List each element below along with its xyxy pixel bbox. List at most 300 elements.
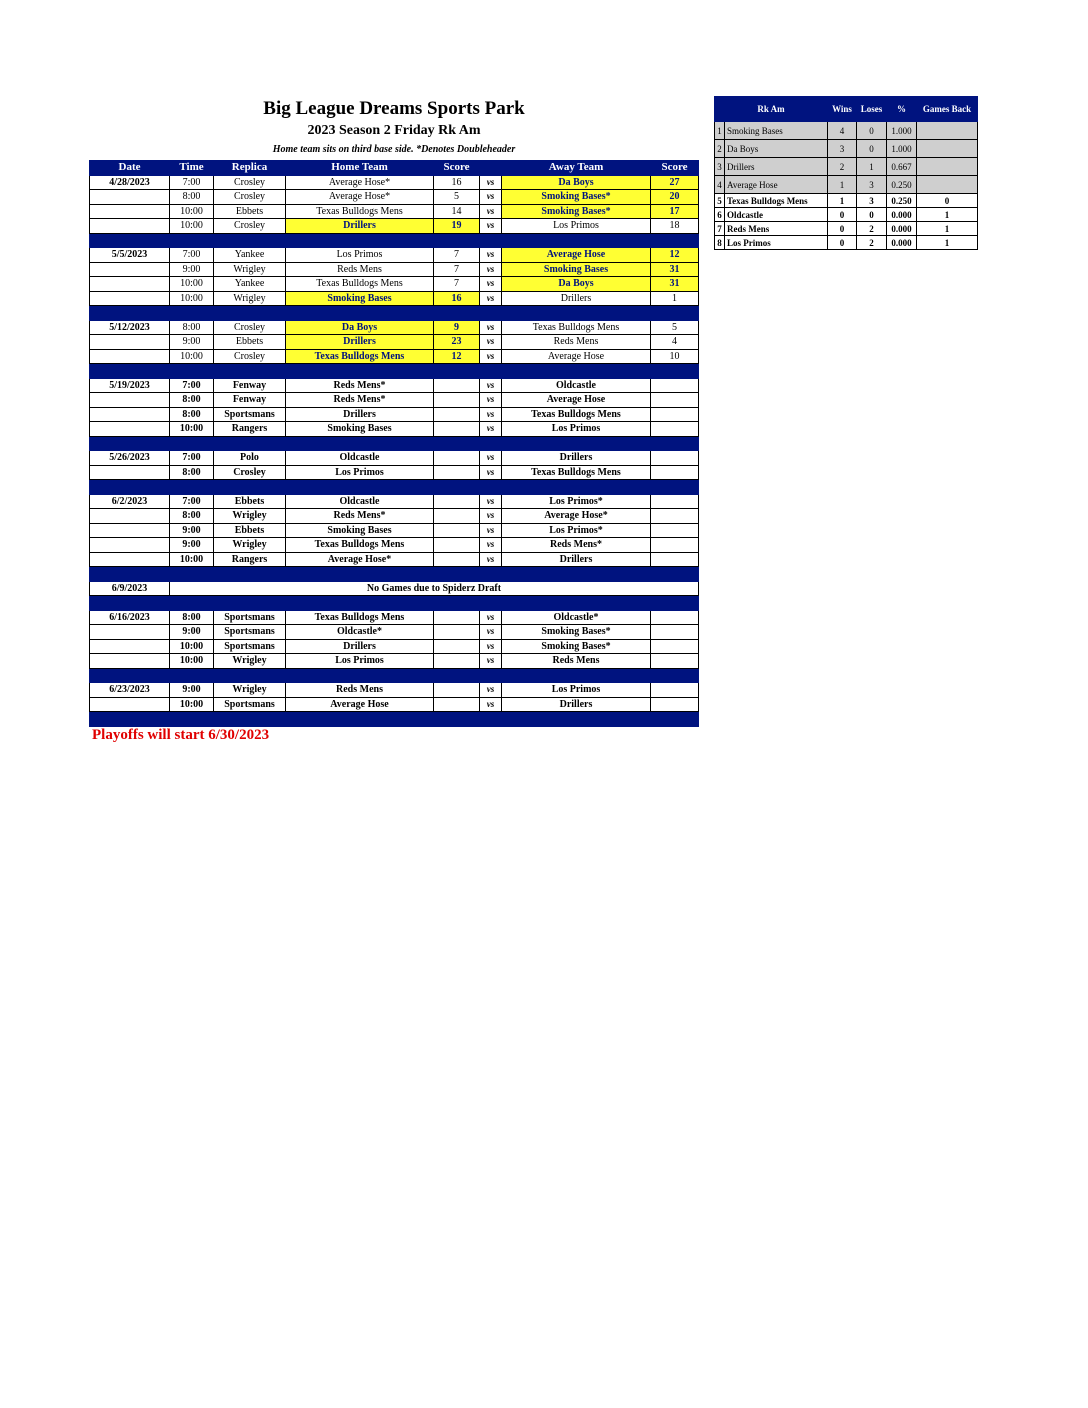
away-team: Smoking Bases* [502, 625, 651, 640]
away-team: Los Primos* [502, 523, 651, 538]
home-score: 7 [434, 248, 480, 263]
home-team: Texas Bulldogs Mens [286, 349, 434, 364]
away-team: Texas Bulldogs Mens [502, 407, 651, 422]
schedule-column-header: Time [170, 161, 214, 176]
separator-cell [651, 436, 699, 451]
standings-row [715, 194, 978, 208]
team-rank: 4 [715, 176, 725, 194]
away-team: Texas Bulldogs Mens [502, 465, 651, 480]
away-team: Los Primos [502, 422, 651, 437]
week-separator [90, 668, 699, 683]
team-pct: 1.000 [887, 140, 917, 158]
game-field: Crosley [214, 349, 286, 364]
games-back: 1 [917, 208, 978, 222]
week-separator [90, 364, 699, 379]
away-team: Smoking Bases* [502, 204, 651, 219]
week-separator [90, 712, 699, 727]
away-score [651, 407, 699, 422]
away-score: 12 [651, 248, 699, 263]
standings-row [715, 158, 978, 176]
vs-label: vs [480, 451, 502, 466]
home-score: 7 [434, 262, 480, 277]
home-team: Smoking Bases [286, 523, 434, 538]
game-field: Ebbets [214, 494, 286, 509]
table-row [90, 393, 699, 408]
game-time: 10:00 [170, 219, 214, 234]
away-score: 1 [651, 291, 699, 306]
separator-cell [214, 436, 286, 451]
separator-cell [434, 364, 480, 379]
home-score [434, 465, 480, 480]
game-time: 10:00 [170, 422, 214, 437]
games-back: 1 [917, 222, 978, 236]
game-time: 10:00 [170, 697, 214, 712]
games-back [917, 176, 978, 194]
home-score: 16 [434, 175, 480, 190]
week-separator [90, 233, 699, 248]
games-back: 1 [917, 236, 978, 250]
separator-cell [651, 306, 699, 321]
away-score [651, 378, 699, 393]
game-field: Fenway [214, 378, 286, 393]
separator-cell [90, 668, 170, 683]
team-pct: 0.000 [887, 222, 917, 236]
home-team: Los Primos [286, 654, 434, 669]
game-date [90, 654, 170, 669]
table-row [90, 451, 699, 466]
team-name: Da Boys [725, 140, 828, 158]
game-time: 9:00 [170, 523, 214, 538]
standings-column-header: Games Back [917, 97, 978, 122]
table-row [90, 335, 699, 350]
separator-cell [434, 306, 480, 321]
away-score [651, 465, 699, 480]
home-score [434, 494, 480, 509]
away-team: Da Boys [502, 277, 651, 292]
game-field: Ebbets [214, 335, 286, 350]
team-losses: 2 [857, 222, 887, 236]
separator-cell [90, 436, 170, 451]
vs-label: vs [480, 219, 502, 234]
separator-cell [286, 712, 434, 727]
separator-cell [286, 596, 434, 611]
game-field: Wrigley [214, 538, 286, 553]
separator-cell [214, 567, 286, 582]
away-team: Drillers [502, 451, 651, 466]
away-score [651, 422, 699, 437]
home-team: Da Boys [286, 320, 434, 335]
table-row [90, 683, 699, 698]
schedule-header-row [90, 161, 699, 176]
away-team: Los Primos [502, 219, 651, 234]
separator-cell [651, 480, 699, 495]
game-date: 4/28/2023 [90, 175, 170, 190]
away-team: Smoking Bases [502, 262, 651, 277]
vs-label: vs [480, 654, 502, 669]
vs-label: vs [480, 538, 502, 553]
schedule-column-header: Away Team [502, 161, 651, 176]
table-row [90, 277, 699, 292]
standings-row [715, 208, 978, 222]
home-score [434, 407, 480, 422]
separator-cell [651, 668, 699, 683]
team-pct: 0.667 [887, 158, 917, 176]
game-field: Rangers [214, 552, 286, 567]
away-score [651, 625, 699, 640]
away-team: Drillers [502, 697, 651, 712]
team-wins: 2 [828, 158, 857, 176]
home-score: 16 [434, 291, 480, 306]
team-pct: 1.000 [887, 122, 917, 140]
no-games-message: No Games due to Spiderz Draft [170, 581, 699, 596]
game-time: 10:00 [170, 654, 214, 669]
game-time: 8:00 [170, 190, 214, 205]
game-date [90, 552, 170, 567]
away-score: 31 [651, 262, 699, 277]
team-wins: 1 [828, 194, 857, 208]
table-row [90, 465, 699, 480]
home-team: Reds Mens* [286, 509, 434, 524]
game-date [90, 277, 170, 292]
standings-table [714, 96, 978, 250]
game-date: 5/19/2023 [90, 378, 170, 393]
home-team: Oldcastle [286, 494, 434, 509]
away-score: 5 [651, 320, 699, 335]
separator-cell [170, 233, 214, 248]
separator-cell [170, 596, 214, 611]
table-row [90, 262, 699, 277]
home-team: Oldcastle* [286, 625, 434, 640]
game-field: Ebbets [214, 523, 286, 538]
game-time: 7:00 [170, 451, 214, 466]
home-team: Los Primos [286, 465, 434, 480]
away-team: Oldcastle* [502, 610, 651, 625]
away-team: Average Hose [502, 393, 651, 408]
game-field: Ebbets [214, 204, 286, 219]
game-field: Wrigley [214, 654, 286, 669]
game-field: Wrigley [214, 291, 286, 306]
game-field: Sportsmans [214, 697, 286, 712]
away-score: 4 [651, 335, 699, 350]
home-team: Smoking Bases [286, 422, 434, 437]
team-pct: 0.000 [887, 236, 917, 250]
home-score: 12 [434, 349, 480, 364]
team-losses: 1 [857, 158, 887, 176]
separator-cell [90, 596, 170, 611]
away-team: Drillers [502, 552, 651, 567]
game-time: 10:00 [170, 204, 214, 219]
vs-label: vs [480, 335, 502, 350]
table-row [90, 407, 699, 422]
away-team: Smoking Bases* [502, 639, 651, 654]
separator-cell [286, 567, 434, 582]
away-score [651, 509, 699, 524]
vs-label: vs [480, 393, 502, 408]
separator-cell [480, 364, 502, 379]
separator-cell [480, 567, 502, 582]
away-team: Reds Mens* [502, 538, 651, 553]
home-team: Reds Mens [286, 683, 434, 698]
home-score [434, 654, 480, 669]
home-score [434, 639, 480, 654]
game-field: Crosley [214, 190, 286, 205]
games-back [917, 140, 978, 158]
vs-label: vs [480, 349, 502, 364]
game-date [90, 639, 170, 654]
team-losses: 0 [857, 208, 887, 222]
separator-cell [651, 233, 699, 248]
separator-cell [170, 712, 214, 727]
away-score [651, 639, 699, 654]
separator-cell [214, 596, 286, 611]
team-wins: 0 [828, 222, 857, 236]
table-row [90, 190, 699, 205]
separator-cell [502, 233, 651, 248]
vs-label: vs [480, 465, 502, 480]
away-score [651, 552, 699, 567]
away-score [651, 683, 699, 698]
separator-cell [170, 436, 214, 451]
team-wins: 0 [828, 236, 857, 250]
home-score [434, 451, 480, 466]
separator-cell [502, 364, 651, 379]
table-row [90, 639, 699, 654]
separator-cell [480, 668, 502, 683]
week-separator [90, 436, 699, 451]
team-name: Smoking Bases [725, 122, 828, 140]
page-subtitle: 2023 Season 2 Friday Rk Am [307, 123, 481, 138]
team-pct: 0.250 [887, 194, 917, 208]
vs-label: vs [480, 204, 502, 219]
table-row [90, 654, 699, 669]
game-date: 6/2/2023 [90, 494, 170, 509]
separator-cell [286, 436, 434, 451]
home-score [434, 523, 480, 538]
game-field: Crosley [214, 175, 286, 190]
team-name: Drillers [725, 158, 828, 176]
game-date [90, 335, 170, 350]
home-team: Texas Bulldogs Mens [286, 538, 434, 553]
separator-cell [480, 596, 502, 611]
separator-cell [286, 668, 434, 683]
vs-label: vs [480, 378, 502, 393]
page-title: Big League Dreams Sports Park [263, 98, 525, 119]
separator-cell [502, 712, 651, 727]
team-name: Average Hose [725, 176, 828, 194]
standings-row [715, 222, 978, 236]
table-row [90, 204, 699, 219]
table-row [90, 494, 699, 509]
away-score [651, 538, 699, 553]
home-score [434, 683, 480, 698]
game-time: 8:00 [170, 610, 214, 625]
away-team: Da Boys [502, 175, 651, 190]
schedule-column-header: Score [651, 161, 699, 176]
separator-cell [502, 567, 651, 582]
vs-label: vs [480, 509, 502, 524]
game-date [90, 219, 170, 234]
game-date [90, 523, 170, 538]
team-wins: 4 [828, 122, 857, 140]
game-date [90, 291, 170, 306]
game-field: Sportsmans [214, 625, 286, 640]
standings-header-row [715, 97, 978, 122]
home-team: Texas Bulldogs Mens [286, 610, 434, 625]
home-score [434, 625, 480, 640]
team-rank: 5 [715, 194, 725, 208]
vs-label: vs [480, 697, 502, 712]
game-date: 6/16/2023 [90, 610, 170, 625]
table-row [90, 552, 699, 567]
home-team: Drillers [286, 407, 434, 422]
home-team: Average Hose [286, 697, 434, 712]
game-time: 10:00 [170, 291, 214, 306]
team-wins: 0 [828, 208, 857, 222]
week-separator [90, 596, 699, 611]
home-team: Los Primos [286, 248, 434, 263]
game-time: 8:00 [170, 393, 214, 408]
game-time: 8:00 [170, 407, 214, 422]
table-row [90, 291, 699, 306]
game-time: 9:00 [170, 335, 214, 350]
week-separator [90, 567, 699, 582]
separator-cell [502, 436, 651, 451]
team-wins: 3 [828, 140, 857, 158]
game-date [90, 190, 170, 205]
table-row [90, 538, 699, 553]
separator-cell [434, 233, 480, 248]
separator-cell [170, 668, 214, 683]
vs-label: vs [480, 552, 502, 567]
game-date: 5/5/2023 [90, 248, 170, 263]
separator-cell [90, 712, 170, 727]
separator-cell [170, 567, 214, 582]
separator-cell [434, 596, 480, 611]
separator-cell [286, 306, 434, 321]
table-row [90, 175, 699, 190]
away-team: Drillers [502, 291, 651, 306]
team-rank: 2 [715, 140, 725, 158]
game-date [90, 538, 170, 553]
table-row [90, 349, 699, 364]
separator-cell [90, 306, 170, 321]
team-losses: 3 [857, 176, 887, 194]
game-field: Sportsmans [214, 639, 286, 654]
home-score: 19 [434, 219, 480, 234]
home-team: Texas Bulldogs Mens [286, 277, 434, 292]
game-time: 10:00 [170, 277, 214, 292]
standings-row [715, 236, 978, 250]
separator-cell [214, 233, 286, 248]
game-date [90, 625, 170, 640]
standings-row [715, 122, 978, 140]
away-team: Reds Mens [502, 654, 651, 669]
away-score: 18 [651, 219, 699, 234]
home-score: 23 [434, 335, 480, 350]
separator-cell [170, 480, 214, 495]
separator-cell [434, 712, 480, 727]
separator-cell [286, 480, 434, 495]
away-team: Oldcastle [502, 378, 651, 393]
vs-label: vs [480, 523, 502, 538]
playoffs-note: Playoffs will start 6/30/2023 [92, 727, 270, 743]
home-score: 7 [434, 277, 480, 292]
away-team: Texas Bulldogs Mens [502, 320, 651, 335]
standings-row [715, 176, 978, 194]
game-date [90, 697, 170, 712]
game-field: Polo [214, 451, 286, 466]
vs-label: vs [480, 610, 502, 625]
separator-cell [90, 480, 170, 495]
separator-cell [502, 480, 651, 495]
games-back: 0 [917, 194, 978, 208]
vs-label: vs [480, 683, 502, 698]
schedule-column-header: Home Team [286, 161, 434, 176]
away-score [651, 610, 699, 625]
table-row [90, 248, 699, 263]
separator-cell [214, 480, 286, 495]
schedule-column-header: Score [434, 161, 480, 176]
vs-label: vs [480, 277, 502, 292]
vs-label: vs [480, 407, 502, 422]
separator-cell [90, 364, 170, 379]
game-field: Crosley [214, 219, 286, 234]
game-date: 5/12/2023 [90, 320, 170, 335]
away-team: Average Hose [502, 349, 651, 364]
game-field: Sportsmans [214, 407, 286, 422]
table-row [90, 219, 699, 234]
week-separator [90, 480, 699, 495]
away-score [651, 451, 699, 466]
home-team: Drillers [286, 219, 434, 234]
team-name: Los Primos [725, 236, 828, 250]
separator-cell [90, 233, 170, 248]
schedule-column-header: Date [90, 161, 170, 176]
game-time: 10:00 [170, 349, 214, 364]
team-pct: 0.000 [887, 208, 917, 222]
home-team: Average Hose* [286, 175, 434, 190]
team-losses: 2 [857, 236, 887, 250]
game-time: 9:00 [170, 683, 214, 698]
game-time: 8:00 [170, 465, 214, 480]
team-rank: 7 [715, 222, 725, 236]
away-score [651, 523, 699, 538]
game-field: Wrigley [214, 262, 286, 277]
games-back [917, 122, 978, 140]
separator-cell [651, 712, 699, 727]
separator-cell [286, 364, 434, 379]
separator-cell [214, 668, 286, 683]
home-score [434, 393, 480, 408]
game-field: Fenway [214, 393, 286, 408]
week-separator [90, 306, 699, 321]
game-date [90, 204, 170, 219]
game-time: 9:00 [170, 262, 214, 277]
table-row [90, 509, 699, 524]
home-score [434, 538, 480, 553]
schedule-column-header: Replica [214, 161, 286, 176]
home-score: 9 [434, 320, 480, 335]
game-date [90, 509, 170, 524]
team-rank: 6 [715, 208, 725, 222]
table-row [90, 610, 699, 625]
home-score: 5 [434, 190, 480, 205]
team-name: Reds Mens [725, 222, 828, 236]
separator-cell [502, 596, 651, 611]
home-score [434, 697, 480, 712]
separator-cell [170, 306, 214, 321]
game-field: Crosley [214, 465, 286, 480]
